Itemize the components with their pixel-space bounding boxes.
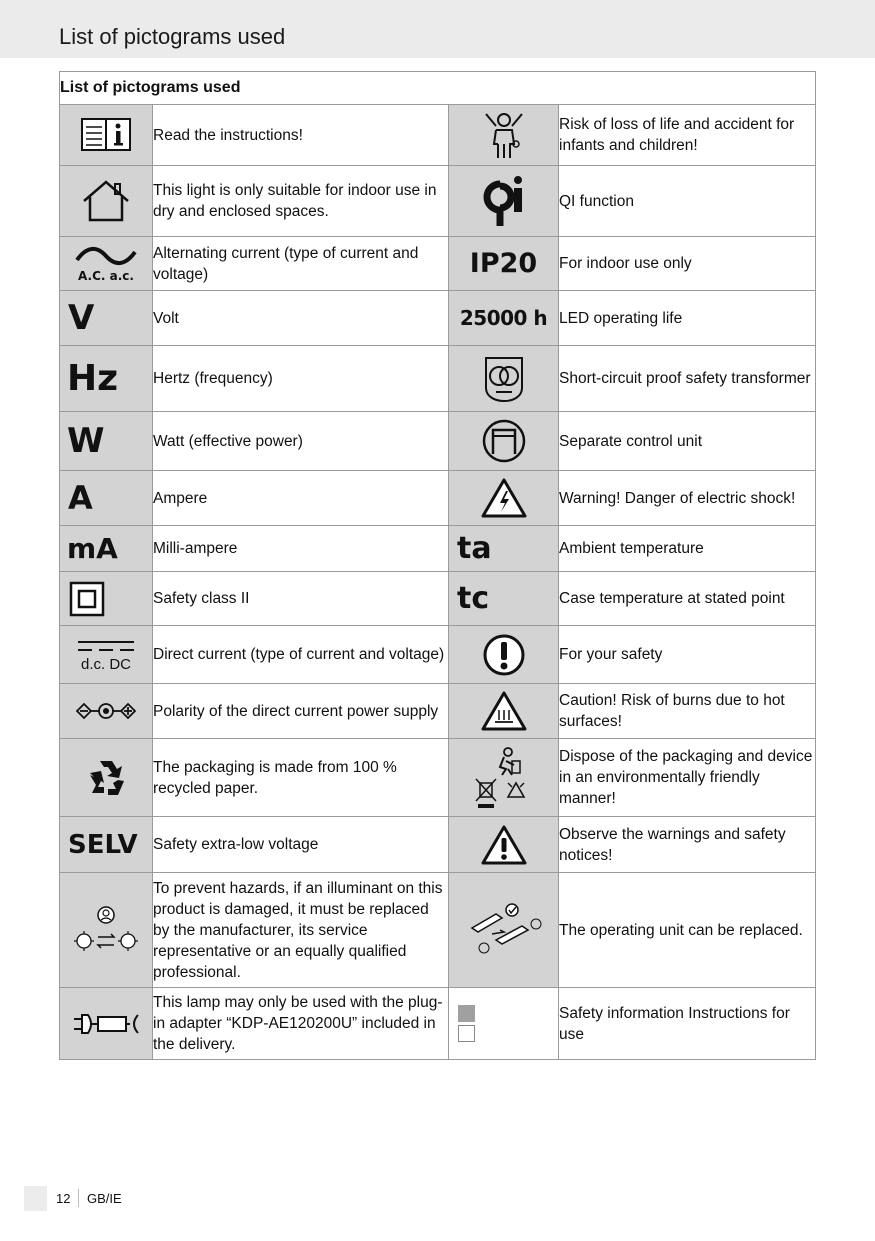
table-caption: List of pictograms used	[60, 72, 816, 105]
table-row	[60, 988, 816, 1060]
table-cell: This light is only suitable for indoor use in dry and enclosed spaces.	[153, 166, 449, 237]
table-cell: For indoor use only	[559, 237, 816, 291]
table-cell: Risk of loss of life and accident for infants and children!	[559, 105, 816, 166]
milliampere-icon: mA	[67, 532, 118, 565]
electric-shock-warning-icon	[481, 477, 527, 519]
table-row	[60, 166, 816, 237]
recycle-icon	[84, 757, 128, 799]
icon-label: d.c. DC	[80, 655, 132, 673]
table-cell: The packaging is made from 100 % recycled paper.	[153, 739, 449, 817]
page-number: 12	[56, 1191, 71, 1206]
table-cell: Read the instructions!	[153, 105, 449, 166]
info-squares-icon	[457, 1004, 477, 1044]
ampere-icon: A	[68, 479, 93, 517]
table-cell: Separate control unit	[559, 412, 816, 471]
table-row	[60, 572, 816, 626]
hertz-icon: Hz	[67, 358, 119, 399]
table-cell: To prevent hazards, if an illuminant on this product is damaged, it must be replaced by the manufacturer, its service representative or an equally qualified professional.	[153, 873, 449, 988]
led-life-icon: 25000 h	[459, 306, 548, 330]
table-cell: This lamp may only be used with the plug-in adapter “KDP-AE120200U” included in the delivery.	[153, 988, 449, 1060]
table-cell: Dispose of the packaging and device in an environmentally friendly manner!	[559, 739, 816, 817]
table-cell: Ampere	[153, 471, 449, 526]
warning-triangle-icon	[481, 824, 527, 866]
alternating-current-icon	[71, 244, 141, 284]
safety-class-2-icon	[69, 581, 105, 617]
table-row	[60, 873, 816, 988]
infant-risk-icon	[482, 110, 526, 160]
table-cell: Hertz (frequency)	[153, 346, 449, 412]
page-title: List of pictograms used	[59, 24, 286, 49]
ambient-temperature-icon: ta	[457, 531, 492, 566]
table-cell: Safety class II	[153, 572, 449, 626]
operating-unit-replace-icon	[462, 900, 546, 960]
watt-icon: W	[67, 421, 105, 461]
table-cell: Ambient temperature	[559, 526, 816, 572]
table-row	[60, 346, 816, 412]
read-instructions-icon	[79, 115, 133, 155]
plug-adapter-icon	[70, 1011, 142, 1037]
pictogram-table	[59, 71, 816, 1060]
hot-surface-warning-icon	[481, 690, 527, 732]
footer-divider	[78, 1189, 79, 1207]
qi-icon	[482, 174, 526, 228]
case-temperature-icon: tc	[457, 581, 490, 616]
table-cell: Direct current (type of current and voltage)	[153, 626, 449, 684]
table-row	[60, 684, 816, 739]
table-cell: Case temperature at stated point	[559, 572, 816, 626]
table-row	[60, 526, 816, 572]
table-cell: Short-circuit proof safety transformer	[559, 346, 816, 412]
table-cell: The operating unit can be replaced.	[559, 873, 816, 988]
table-cell: Alternating current (type of current and voltage)	[153, 237, 449, 291]
table-cell: QI function	[559, 166, 816, 237]
table-row	[60, 412, 816, 471]
table-row	[60, 626, 816, 684]
table-row	[60, 291, 816, 346]
table-row	[60, 471, 816, 526]
table-cell: LED operating life	[559, 291, 816, 346]
dispose-environment-icon	[472, 745, 536, 811]
safety-transformer-icon	[482, 354, 526, 404]
language-code: GB/IE	[87, 1191, 122, 1206]
table-cell: Observe the warnings and safety notices!	[559, 817, 816, 873]
table-cell: Warning! Danger of electric shock!	[559, 471, 816, 526]
house-indoor-icon	[80, 179, 132, 223]
table-row	[60, 817, 816, 873]
exclamation-circle-icon	[482, 633, 526, 677]
table-cell: Milli-ampere	[153, 526, 449, 572]
volt-icon: V	[68, 298, 95, 338]
table-cell: Watt (effective power)	[153, 412, 449, 471]
table-cell: Safety information Instructions for use	[559, 988, 816, 1060]
table-row	[60, 739, 816, 817]
table-row	[60, 237, 816, 291]
footer-marker	[24, 1186, 47, 1211]
selv-icon: SELV	[68, 829, 138, 860]
illuminant-replace-icon	[70, 903, 142, 957]
table-cell: Safety extra-low voltage	[153, 817, 449, 873]
table-cell: Caution! Risk of burns due to hot surfaces!	[559, 684, 816, 739]
control-unit-icon	[481, 418, 527, 464]
ip20-icon: IP20	[469, 248, 538, 279]
table-cell: Polarity of the direct current power supply	[153, 684, 449, 739]
polarity-icon	[74, 699, 138, 723]
icon-label: A.C. a.c.	[78, 268, 134, 283]
table-row	[60, 105, 816, 166]
table-cell: Volt	[153, 291, 449, 346]
table-cell: For your safety	[559, 626, 816, 684]
direct-current-icon	[70, 635, 142, 675]
